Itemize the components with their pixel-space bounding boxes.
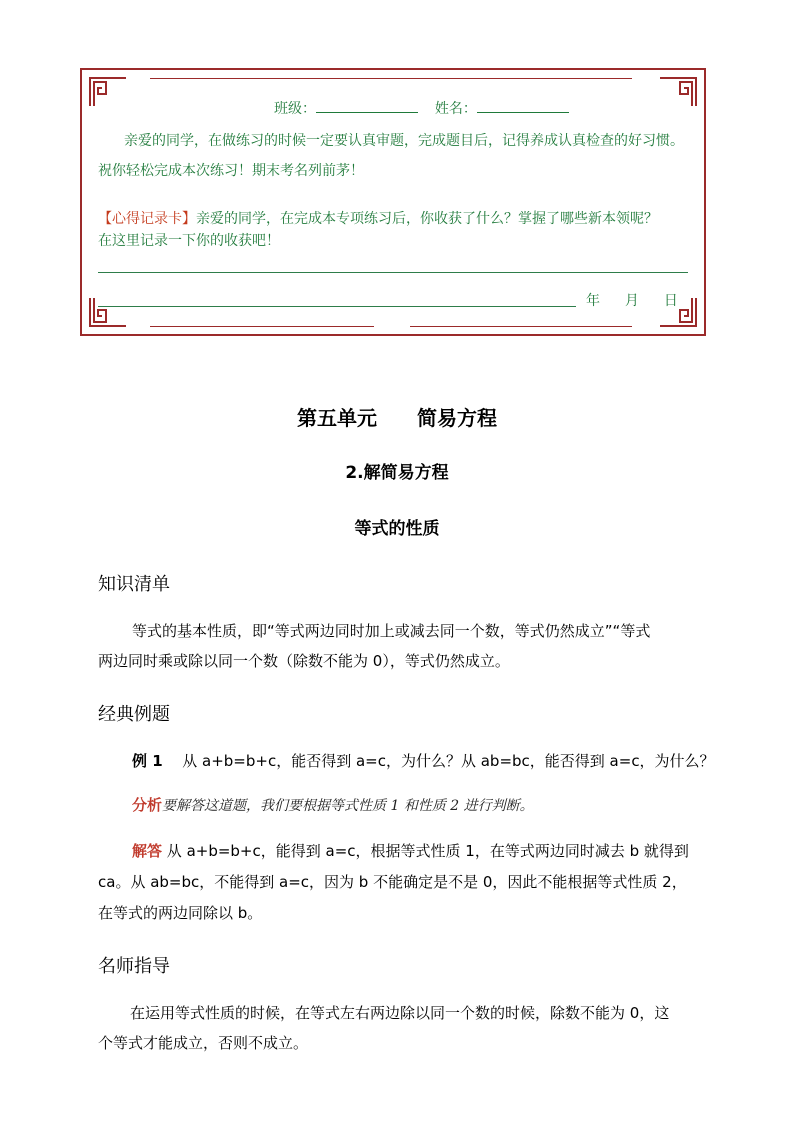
answer-row-1 [132,840,689,861]
greeting-line-1: 亲爱的同学，在做练习的时候一定要认真审题，完成题目后，记得养成认真检查的好习惯。 [124,133,684,149]
answer-line-1: 从 a+b=b+c，能得到 a=c，根据等式性质 1，在等式两边同时减去 b 就得到 [166,842,689,860]
corner-ornament-icon [86,74,130,110]
example-heading: 经典例题 [98,704,170,725]
lesson-title: 等式的性质 [354,519,440,539]
record-line-1 [98,208,658,228]
knowledge-line-2: 两边同时乘或除以同一个数（除数不能为 0），等式仍然成立。 [98,652,510,670]
corner-ornament-icon [656,74,700,110]
guide-heading: 名师指导 [98,956,170,977]
record-text: 亲爱的同学，在完成本专项练习后，你收获了什么？掌握了哪些新本领呢？ [196,211,658,227]
unit-title: 第五单元 简易方程 [297,406,497,430]
analysis-row [132,794,534,815]
analysis-label: 分析 [132,796,163,814]
example-label: 例 1 [132,752,163,770]
guide-line-1: 在运用等式性质的时候，在等式左右两边除以同一个数的时候，除数不能为 0，这 [130,1004,670,1022]
record-tag: 【心得记录卡】 [98,211,196,227]
date-row [586,290,678,310]
date-year: 年 [586,293,600,309]
section-title: 2.解简易方程 [345,463,449,483]
example-row [132,750,715,771]
example-text: 从 a+b=b+c，能否得到 a=c，为什么？从 ab=bc，能否得到 a=c，为什么？ [182,752,715,770]
class-label: 班级： [274,101,316,117]
answer-label: 解答 [132,842,163,860]
frame-bottom-rule-right [410,326,632,327]
date-month: 月 [624,293,639,309]
analysis-text: 要解答这道题，我们要根据等式性质 1 和性质 2 进行判断。 [162,798,534,814]
guide-line-2: 个等式才能成立，否则不成立。 [98,1034,309,1052]
name-input[interactable] [477,98,569,113]
record-line-2: 在这里记录一下你的收获吧！ [98,233,280,249]
knowledge-heading: 知识清单 [98,574,170,595]
frame-bottom-rule-left [150,326,374,327]
corner-ornament-icon [86,294,130,330]
greeting-line-2: 祝你轻松完成本次练习！期末考名列前茅！ [98,163,364,179]
answer-line-2: ca。从 ab=bc，不能得到 a=c，因为 b 不能确定是不是 0，因此不能根据等式性质 2， [98,873,687,891]
class-name-row [274,98,569,118]
record-writing-line-1[interactable] [98,272,688,273]
answer-line-3: 在等式的两边同除以 b。 [98,904,263,922]
knowledge-line-1: 等式的基本性质，即“等式两边同时加上或减去同一个数，等式仍然成立”“等式 [132,622,651,640]
record-writing-line-2[interactable] [98,306,576,307]
class-input[interactable] [316,98,418,113]
date-day: 日 [663,293,678,309]
name-label: 姓名： [434,101,477,117]
frame-top-rule [150,78,632,79]
